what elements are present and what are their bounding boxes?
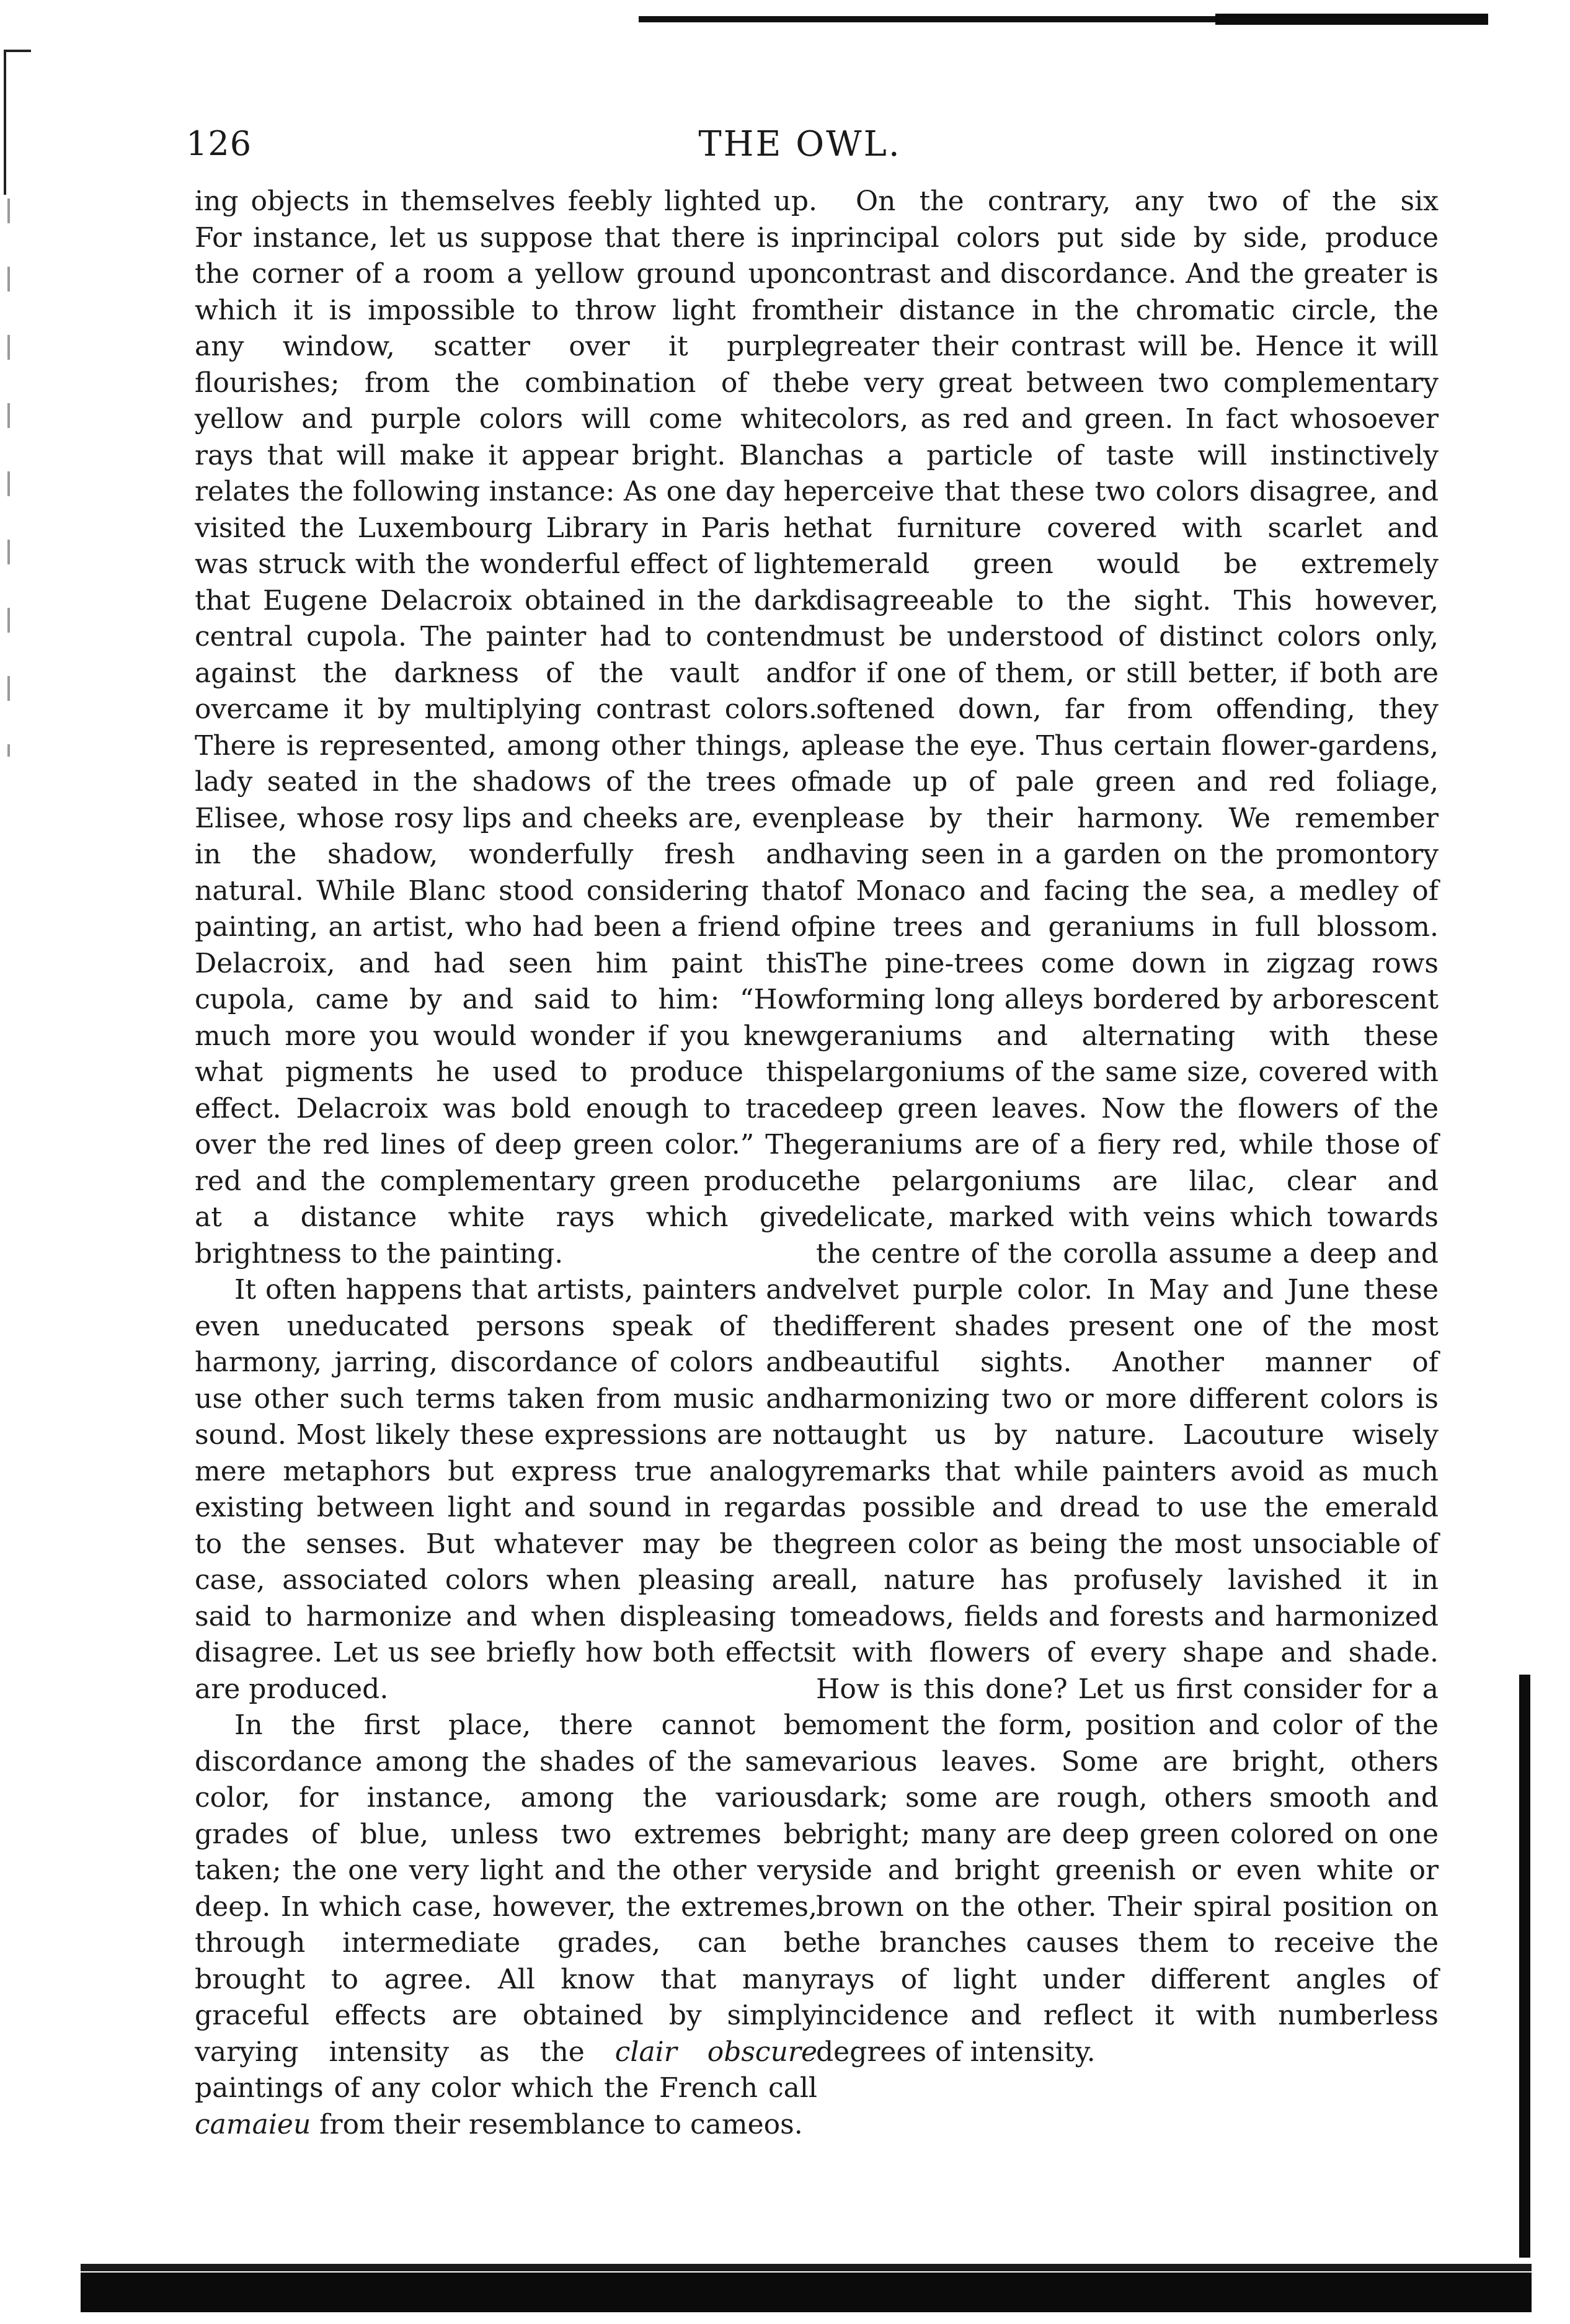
paragraph: ing objects in themselves feebly lighted up. For instance, let us suppose that there is in the corner of a room a yellow ground upon which it is impossible to throw light from any window, scatter over it purple flourishes; from the combination of the yellow and purple colors will come white rays that will make it appear bright. Blanc relates the following instance: As one day he visited the Luxembourg Library in Paris he was struck with the wonderful effect of light that Eugene Delacroix obtained in the dark central cupola. The painter had to contend against the darkness of the vault and overcame it by multiplying contrast colors. There is represented, among other things, a lady seated in the shadows of the trees of Elisee, whose rosy lips and cheeks are, even in the shadow, wonderfully fresh and natural. While Blanc stood considering that painting, an artist, who had been a friend of Delacroix, and had seen him paint this cupola, came by and said to him: “How much more you would wonder if you knew what pigments he used to produce this effect. Delacroix was bold enough to trace over the red lines of deep green color.” The red and the complementary green produce at a distance white rays which give brightness to the painting. <box>195 185 817 1270</box>
paragraph: It often happens that artists, painters and even uneducated persons speak of the harmony, jarring, discordance of colors and use other such terms taken from music and sound. Most likely these expressions are not mere metaphors but express true analogy existing between light and sound in regard to the senses. But whatever may be the case, associated colors when pleasing are said to harmonize and when displeasing to disagree. Let us see briefly how both effects are produced. <box>195 1274 817 1705</box>
scan-right-edge-shadow <box>1519 1675 1530 2258</box>
left-column <box>195 184 817 2143</box>
right-column <box>816 184 1439 2070</box>
paragraph-text: from their resemblance to cameos. <box>311 2108 803 2140</box>
scan-bottom-shadow <box>81 2273 1532 2312</box>
scan-top-rule <box>639 14 1488 25</box>
paragraph <box>195 1707 817 2143</box>
italic-term: camaieu <box>195 2108 311 2140</box>
page-number: 126 <box>186 124 252 163</box>
scan-left-edge-marks <box>7 198 10 757</box>
running-head <box>0 124 1570 174</box>
paragraph: On the contrary, any two of the six principal colors put side by side, produce contrast and discordance. And the greater is their distance in the chromatic circle, the greater their contrast will be. Hence it will be very great between two complementary colors, as red and green. In fact whosoever has a particle of taste will instinctively perceive that these two colors disagree, and that furniture covered with scarlet and emerald green would be extremely disagreeable to the sight. This however, must be understood of distinct colors only, for if one of them, or still better, if both are softened down, far from offending, they please the eye. Thus certain flower-gardens, made up of pale green and red foliage, please by their harmony. We remember having seen in a garden on the promontory of Monaco and facing the sea, a medley of pine trees and geraniums in full blossom. The pine-trees come down in zigzag rows forming long alleys bordered by arborescent geraniums and alternating with these pelargoniums of the same size, covered with deep green leaves. Now the flowers of the geraniums are of a fiery red, while those of the pelargoniums are lilac, clear and delicate, marked with veins which towards the centre of the corolla assume a deep and velvet purple color. In May and June these different shades present one of the most beautiful sights. Another manner of harmonizing two or more different colors is taught us by nature. Lacouture wisely remarks that while painters avoid as much as possible and dread to use the emerald green color as being the most unsociable of all, nature has profusely lavished it in meadows, fields and forests and harmonized it with flowers of every shape and shade. How is this done? Let us first consider for a moment the form, position and color of the various leaves. Some are bright, others dark; some are rough, others smooth and bright; many are deep green colored on one side and bright greenish or even white or brown on the other. Their spiral position on the branches causes them to receive the rays of light under different angles of incidence and reflect it with numberless degrees of intensity. <box>816 185 1439 2068</box>
journal-title: THE OWL. <box>698 124 902 164</box>
italic-term: clair obscure <box>614 2036 817 2068</box>
paragraph-text: In the first place, there cannot be discordance among the shades of the same color, for instance, among the various grades of blue, unless two extremes be taken; the one very light and the other very deep. In which case, however, the extremes, through intermediate grades, can be brought to agree. All know that many graceful effects are obtained by simply varying intensity as the <box>195 1709 817 2068</box>
paragraph-text: paintings of any color which the French call <box>195 2072 817 2104</box>
